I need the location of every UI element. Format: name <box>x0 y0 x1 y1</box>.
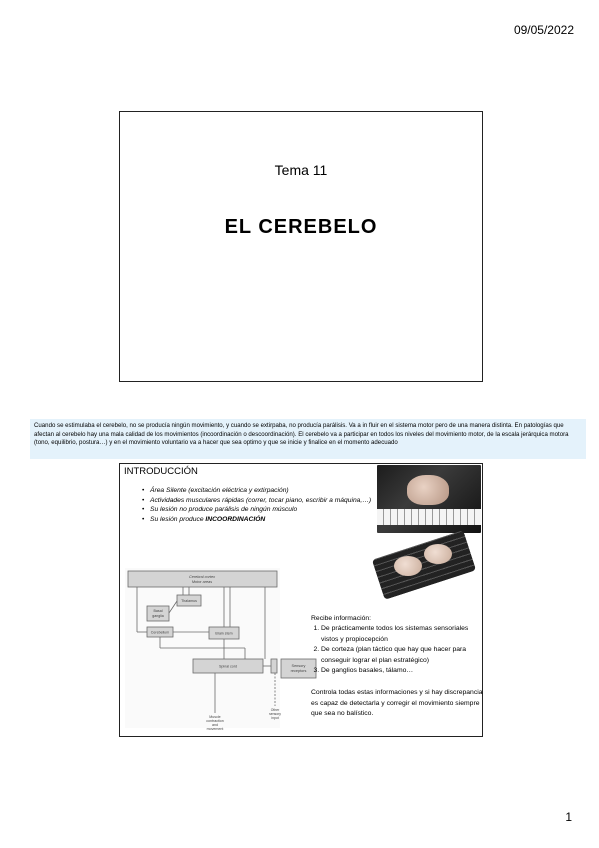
intro-title: INTRODUCCIÓN <box>124 466 198 477</box>
keyboard-shape <box>372 530 476 600</box>
cortex-label: Cerebral cortex <box>189 575 215 579</box>
thalamus-label: Thalamus <box>181 599 197 603</box>
bullet-text: Su lesión produce <box>150 515 206 523</box>
speaker-note: Cuando se estimulaba el cerebelo, no se producía ningún movimiento, y cuando se extirpaba, no producía parálisis. Va a in fluir en el sistema motor pero de una manera distinta. En patologías que afectan al cerebelo hay una mala calidad de los movimientos (incoordinación o descoordinación). El cerebelo va a participar en todos los niveles del movimiento motor, de la escala jerárquica motora (tono, equilibrio, postura…) y en el movimiento voluntario va a hacer que sea optimo y que se inicie y finalice en el momento adecuado <box>30 419 586 459</box>
recibe-title: Recibe información: <box>311 615 372 622</box>
muscle-label: contraction <box>206 719 224 723</box>
other-input-label: Other <box>270 708 280 712</box>
bullet-emphasis: INCOORDINACIÓN <box>205 515 266 523</box>
typing-hands-photo <box>364 526 472 598</box>
sensory-box-edge <box>271 659 277 673</box>
basal-ganglia-label: Basal <box>153 609 163 613</box>
slide-title: EL CEREBELO <box>224 216 378 238</box>
basal-ganglia-label: ganglia <box>152 614 164 618</box>
piano-hands-photo <box>377 465 481 533</box>
bullet-item: • Actividades musculares rápidas (correr, tocar piano, escribir a máquina,…) <box>142 496 372 506</box>
bullet-item: • Área Silente (excitación eléctrica y extirpación) <box>142 486 372 496</box>
slide-subtitle: Tema 11 <box>274 162 328 178</box>
sensory-label: Sensory <box>291 664 306 668</box>
title-slide <box>119 111 483 382</box>
bullet-item <box>142 515 372 525</box>
controla-text: Controla todas estas informaciones y si hay discrepancia es capaz de detectarla y corregir el movimiento siempre que sea no balístico. <box>311 689 483 718</box>
muscle-label: movement <box>206 727 224 731</box>
recibe-item: 2. De corteza (plan táctico que hay que hacer para conseguir lograr el plan estratégico) <box>321 645 483 666</box>
piano-keys <box>377 509 481 525</box>
recibe-item: 3. De ganglios basales, tálamo… <box>321 666 483 676</box>
cortex-box <box>128 571 277 587</box>
cerebellum-label: Cerebellum <box>150 630 170 635</box>
hand-shape <box>394 556 422 576</box>
spinal-cord-label: Spinal cord <box>219 664 237 669</box>
other-input-label: sensory <box>269 712 281 716</box>
recibe-list <box>311 624 483 676</box>
motor-areas-label: Motor areas <box>191 580 213 584</box>
hand-shape <box>424 544 452 564</box>
muscle-label: and <box>212 723 218 727</box>
recibe-section <box>311 614 483 720</box>
muscle-label: Muscle <box>209 715 221 719</box>
sensory-label: receptors <box>290 669 307 673</box>
motor-control-diagram <box>125 568 281 731</box>
bullet-item: • Su lesión no produce parálisis de ningún músculo <box>142 505 372 515</box>
intro-slide <box>119 463 483 737</box>
page-number: 1 <box>565 810 572 824</box>
header-date: 09/05/2022 <box>513 23 574 37</box>
hand-shape <box>407 475 449 505</box>
intro-bullet-list <box>142 486 372 524</box>
other-input-label: input <box>271 716 279 720</box>
brainstem-label: Brain stem <box>215 631 233 636</box>
recibe-item: 1. De prácticamente todos los sistemas sensoriales vistos y propiocepción <box>321 624 483 645</box>
